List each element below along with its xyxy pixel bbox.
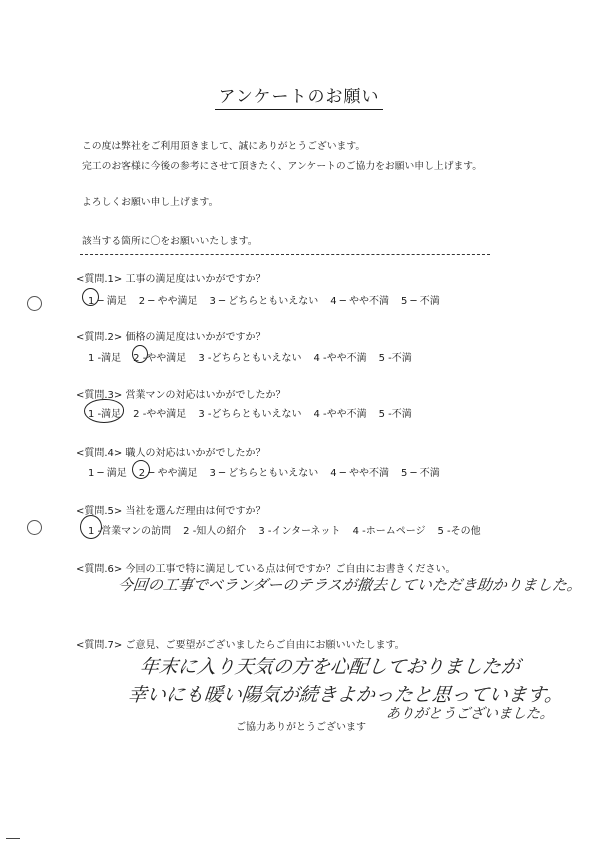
binder-hole-top — [27, 296, 42, 311]
q4-option-3[interactable]: 3 ─ どちらともいえない — [209, 468, 319, 479]
q3-option-1[interactable]: 1 -満足 — [88, 409, 122, 420]
closing-thanks: ご協力ありがとうございます — [236, 722, 366, 733]
intro-line-3: よろしくお願い申し上げます。 — [82, 197, 219, 208]
q3-option-2[interactable]: 2 -やや満足 — [133, 409, 187, 420]
q1-option-2[interactable]: 2 ─ やや満足 — [138, 296, 198, 307]
q3-option-5[interactable]: 5 -不満 — [378, 409, 412, 420]
q3-option-3[interactable]: 3 -どちらともいえない — [198, 409, 302, 420]
q5-option-1[interactable]: 1 -営業マンの訪問 — [88, 526, 172, 537]
q5-option-2[interactable]: 2 -知人の紹介 — [183, 526, 247, 537]
corner-mark — [6, 838, 20, 839]
q4-selected-circle — [132, 460, 150, 479]
question-1-options — [88, 292, 452, 307]
question-6-handwritten-answer: 今回の工事でベランダーのテラスが撤去していただき助かりました。 — [117, 576, 583, 594]
q4-option-1[interactable]: 1 ─ 満足 — [88, 468, 127, 479]
q3-option-4[interactable]: 4 -やや不満 — [313, 409, 367, 420]
q5-option-5[interactable]: 5 -その他 — [437, 526, 481, 537]
question-3-options — [88, 405, 424, 420]
q1-option-1[interactable]: 1 ─ 満足 — [88, 296, 127, 307]
question-6-label: <質問.6> 今回の工事で特に満足している点は何ですか？ご自由にお書きください。 — [76, 564, 456, 575]
q2-selected-circle — [132, 345, 148, 363]
q1-selected-circle — [82, 288, 99, 306]
q5-option-4[interactable]: 4 -ホームページ — [352, 526, 426, 537]
question-3-label: <質問.3> 営業マンの対応はいかがでしたか？ — [76, 390, 286, 401]
question-4-label: <質問.4> 職人の対応はいかがでしたか？ — [76, 448, 266, 459]
question-2-label: <質問.2> 価格の満足度はいかがですか？ — [76, 332, 266, 343]
q4-option-2[interactable]: 2 ─ やや満足 — [138, 468, 198, 479]
q5-option-3[interactable]: 3 -インターネット — [258, 526, 341, 537]
q2-option-1[interactable]: 1 -満足 — [88, 353, 122, 364]
q1-option-4[interactable]: 4 ─ やや不満 — [330, 296, 389, 307]
intro-line-4: 該当する箇所に〇をお願いいたします。 — [82, 236, 258, 247]
separator-dashed-line — [80, 254, 490, 255]
binder-hole-bottom — [27, 520, 42, 535]
question-7-label: <質問.7> ご意見、ご要望がございましたらご自由にお願いいたします。 — [76, 640, 405, 651]
q2-option-3[interactable]: 3 -どちらともいえない — [198, 353, 302, 364]
question-7-handwritten-line-2: 幸いにも暖い陽気が続きよかったと思っています。 — [126, 684, 565, 706]
q4-option-4[interactable]: 4 ─ やや不満 — [330, 468, 389, 479]
page-title: アンケートのお願い — [0, 82, 598, 107]
question-5-label: <質問.5> 当社を選んだ理由は何ですか？ — [76, 506, 266, 517]
q3-selected-circle — [84, 399, 124, 423]
question-1-label: <質問.1> 工事の満足度はいかがですか？ — [76, 274, 266, 285]
q4-option-5[interactable]: 5 ─ 不満 — [401, 468, 440, 479]
question-5-options — [88, 522, 493, 537]
q2-option-2[interactable]: 2 -やや満足 — [133, 353, 187, 364]
q1-option-5[interactable]: 5 ─ 不満 — [401, 296, 440, 307]
intro-line-2: 完工のお客様に今後の参考にさせて頂きたく、アンケートのご協力をお願い申し上げます。 — [82, 161, 483, 172]
q2-option-5[interactable]: 5 -不満 — [378, 353, 412, 364]
handwritten-thanks: ありがとうございました。 — [385, 706, 555, 722]
q5-selected-circle — [80, 515, 102, 539]
intro-line-1: この度は弊社をご利用頂きまして、誠にありがとうございます。 — [82, 141, 366, 152]
q1-option-3[interactable]: 3 ─ どちらともいえない — [209, 296, 319, 307]
question-7-handwritten-line-1: 年末に入り天気の方を心配しておりましたが — [138, 656, 522, 678]
q2-option-4[interactable]: 4 -やや不満 — [313, 353, 367, 364]
